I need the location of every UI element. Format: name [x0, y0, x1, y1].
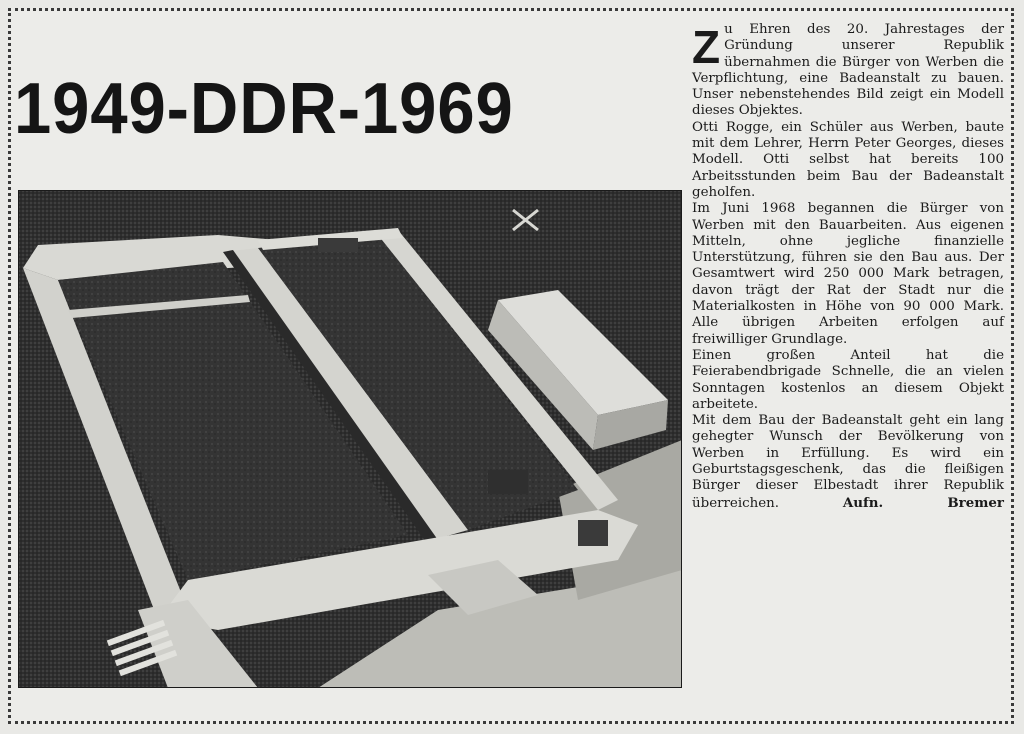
paragraph-intro [692, 22, 1004, 120]
article-text [692, 22, 1004, 512]
paragraph-5-text: Mit dem Bau der Badeanstalt geht ein lang gehegter Wunsch der Bevölkerung von Werben in Erfüllung. Es wird ein Geburtstagsgeschenk, das die fleißigen Bürger dieser Elbestadt ihrer Republik überreichen. [692, 413, 1004, 511]
photo-credit: Aufn. Bremer [842, 494, 1004, 511]
drop-cap: Z [692, 21, 721, 73]
paragraph-1-text: u Ehren des 20. Jahrestages der Gründung unserer Republik übernahmen die Bürger von Werben die Verpflichtung, eine Badeanstalt zu bauen. Unser nebenstehendes Bild zeigt ein Modell dieses Objektes. [692, 22, 1004, 119]
paragraph-5 [692, 413, 1004, 512]
paragraph-4: Einen großen Anteil hat die Feierabendbrigade Schnelle, die an vielen Sonntagen kostenlos an diesem Objekt arbeitete. [692, 347, 1004, 412]
paragraph-3: Im Juni 1968 begannen die Bürger von Werben mit den Bauarbeiten. Aus eigenen Mitteln, ohne jegliche finanzielle Unterstützung, führen sie den Bau aus. Der Gesamtwert wird 250 000 Mark betragen, davon trägt der Rat der Stadt nur die Materialkosten in Höhe von 90 000 Mark. Alle übrigen Arbeiten erfolgen auf freiwilliger Grundlage. [692, 201, 1004, 347]
headline: 1949-DDR-1969 [14, 69, 514, 149]
photo-swimming-pool-model [18, 190, 682, 688]
paragraph-2: Otti Rogge, ein Schüler aus Werben, baute mit dem Lehrer, Herrn Peter Georges, dieses Modell. Otti selbst hat bereits 100 Arbeitsstunden beim Bau der Badeanstalt geholfen. [692, 119, 1004, 200]
